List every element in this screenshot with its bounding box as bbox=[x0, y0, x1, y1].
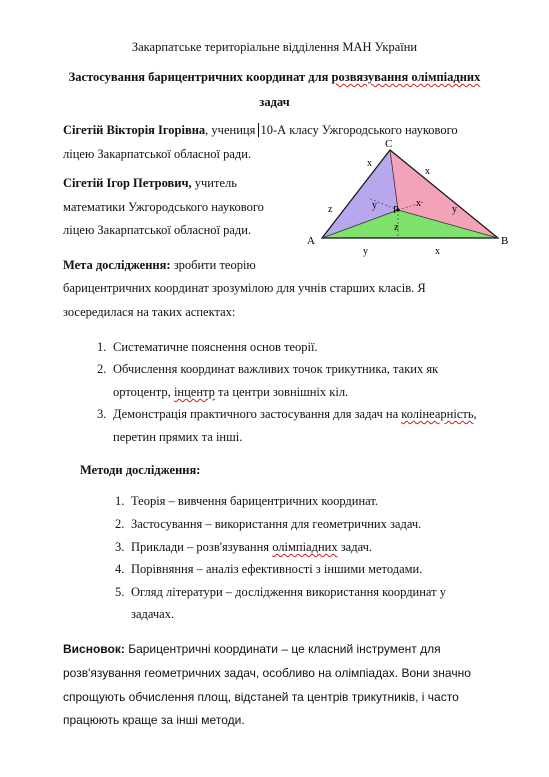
label-x-bc: x bbox=[425, 166, 430, 177]
list-text: Систематичне пояснення основ теорії. bbox=[113, 340, 318, 354]
list-number: 1. bbox=[115, 494, 125, 508]
title-part-a: Застосування барицентричних координат для bbox=[68, 70, 332, 84]
list-number: 3. bbox=[97, 407, 107, 421]
method-item-2 bbox=[115, 517, 421, 532]
vertex-b-label: B bbox=[501, 235, 509, 247]
vertex-c-label: C bbox=[385, 138, 393, 150]
goal-line2: барицентричних координат зрозумілою для учнів старших класів. Я bbox=[63, 281, 426, 295]
label-y-ab: y bbox=[363, 246, 368, 257]
goal-label: Мета дослідження: bbox=[63, 258, 171, 272]
list-text: Порівняння – аналіз ефективності з іншими методами. bbox=[131, 562, 423, 576]
aspect-item-2-line2 bbox=[113, 385, 348, 400]
list-text-misspelled: інцентр bbox=[173, 385, 215, 399]
conclusion-label: Висновок: bbox=[63, 642, 125, 656]
list-number: 2. bbox=[97, 362, 107, 376]
text-cursor: 10-А класу Ужгородського наукового bbox=[260, 123, 458, 137]
label-z-ac: z bbox=[328, 204, 333, 215]
point-p-label: P bbox=[393, 205, 399, 216]
methods-heading: Методи дослідження: bbox=[80, 463, 201, 477]
barycentric-triangle-figure bbox=[304, 138, 516, 262]
list-text: Огляд літератури – дослідження використання координат у bbox=[131, 585, 446, 599]
organization-header: Закарпатське територіальне відділення МАН України bbox=[131, 40, 418, 54]
list-number: 3. bbox=[115, 540, 125, 554]
list-text: Теорія – вивчення барицентричних координат. bbox=[131, 494, 379, 508]
document-title-line2: задач bbox=[259, 95, 290, 109]
list-text-misspelled: олімпіадних bbox=[272, 540, 338, 554]
method-item-1 bbox=[115, 494, 378, 509]
label-y-ap: y bbox=[372, 200, 377, 211]
list-text: , bbox=[473, 407, 477, 421]
method-item-4 bbox=[115, 562, 422, 577]
author1-line1 bbox=[63, 123, 458, 138]
goal-line3: зосередилася на таких аспектах: bbox=[63, 305, 236, 319]
author2-line1 bbox=[63, 176, 237, 191]
list-text: Обчислення координат важливих точок трикутника, таких як bbox=[113, 362, 439, 376]
vertex-a-label: A bbox=[307, 235, 315, 247]
list-text-misspelled: колінеарність bbox=[401, 407, 474, 421]
label-x-bp: x bbox=[416, 198, 421, 209]
author1-desc-a: , учениця bbox=[205, 123, 259, 137]
list-number: 2. bbox=[115, 517, 125, 531]
conclusion-line2: розв'язування геометричних задач, особливо на олімпіадах. Вони значно bbox=[63, 666, 471, 680]
label-x-ab: x bbox=[435, 246, 440, 257]
aspect-item-2 bbox=[97, 362, 438, 377]
list-number: 5. bbox=[115, 585, 125, 599]
list-text: ортоцентр, bbox=[113, 385, 174, 399]
label-z-cp: z bbox=[394, 222, 399, 233]
author2-role: учитель bbox=[191, 176, 237, 190]
list-number: 4. bbox=[115, 562, 125, 576]
conclusion-line3: спрощують обчислення площ, відстаней та центрів трикутників, і часто bbox=[63, 690, 459, 704]
author2-name: Сігетій Ігор Петрович, bbox=[63, 176, 192, 190]
title-part-b: розвязування олімпіадних bbox=[331, 70, 481, 84]
list-text: Приклади – розв'язування bbox=[131, 540, 273, 554]
goal-line1 bbox=[63, 258, 256, 273]
author1-name: Сігетій Вікторія Ігорівна bbox=[63, 123, 206, 137]
conclusion-text: Барицентричні координати – це класний інструмент для bbox=[124, 642, 441, 656]
method-item-3 bbox=[115, 540, 372, 555]
list-text: задач. bbox=[337, 540, 373, 554]
list-number: 1. bbox=[97, 340, 107, 354]
aspect-item-1 bbox=[97, 340, 318, 355]
method-item-5 bbox=[115, 585, 446, 600]
aspect-item-3-line2: перетин прямих та інші. bbox=[113, 430, 243, 444]
label-y-bc: y bbox=[452, 204, 457, 215]
conclusion-line1 bbox=[63, 642, 441, 656]
label-inner-x-ac: x bbox=[367, 158, 372, 169]
method-item-5-line2: задачах. bbox=[131, 607, 175, 621]
list-text: та центри зовнішніх кіл. bbox=[214, 385, 349, 399]
author2-line2: математики Ужгородського наукового bbox=[63, 200, 264, 214]
document-title-line1 bbox=[0, 70, 549, 85]
aspect-item-3 bbox=[97, 407, 477, 422]
list-text: Застосування – використання для геометричних задач. bbox=[131, 517, 422, 531]
conclusion-line4: працюють краще за інші методи. bbox=[63, 713, 245, 727]
author2-line3: ліцею Закарпатської обласної ради. bbox=[63, 223, 252, 237]
list-text: Демонстрація практичного застосування для задач на bbox=[113, 407, 402, 421]
goal-text: зробити теорію bbox=[170, 258, 256, 272]
author1-line2: ліцею Закарпатської обласної ради. bbox=[63, 147, 252, 161]
